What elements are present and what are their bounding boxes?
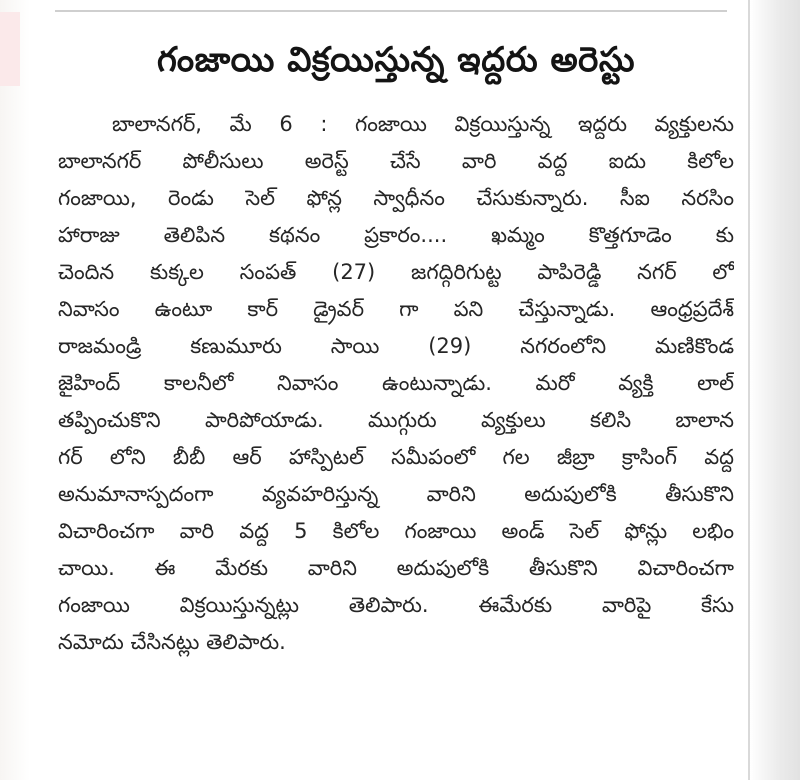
- body-line: బాలానగర్, మే 6 : గంజాయి విక్రయిస్తున్న ఇద్దరు వ్యక్తులను: [112, 112, 734, 136]
- neighbor-column-edge: [0, 12, 20, 86]
- body-line: జైహింద్ కాలనీలో నివాసం ఉంటున్నాడు. మరో వ్యక్తి లాల్: [58, 371, 734, 395]
- page-edge-right: [750, 0, 800, 780]
- top-rule: [55, 10, 727, 12]
- body-line: విచారించగా వారి వద్ద 5 కిలోల గంజాయి అండ్ సెల్ ఫోన్లు లభిం: [58, 519, 734, 543]
- body-line: చాయి. ఈ మేరకు వారిని అదుపులోకి తీసుకొని విచారించగా: [58, 556, 734, 580]
- body-line: రాజమండ్రి కణుమూరు సాయి (29) నగరంలోని మణికొండ: [58, 334, 734, 358]
- body-line: గంజాయి, రెండు సెల్ ఫోన్ల స్వాధీనం చేసుకున్నారు. సీఐ నరసిం: [58, 186, 734, 210]
- headline: గంజాయి విక్రయిస్తున్న ఇద్దరు అరెస్టు: [157, 40, 635, 80]
- page-shadow-left: [0, 0, 30, 780]
- body-line: చెందిన కుక్కల సంపత్ (27) జగద్గిరిగుట్ట పాపిరెడ్డి నగర్ లో: [58, 260, 734, 284]
- body-line: గర్ లోని బీబీ ఆర్ హాస్పిటల్ సమీపంలో గల జీబ్రా క్రాసింగ్ వద్ద: [58, 445, 734, 469]
- body-line: హారాజు తెలిపిన కథనం ప్రకారం.... ఖమ్మం కొత్తగూడెం కు: [58, 223, 734, 247]
- body-line: నమోదు చేసినట్లు తెలిపారు.: [58, 630, 286, 654]
- news-article: [58, 30, 734, 661]
- body-line: బాలానగర్ పోలీసులు అరెస్ట్ చేసే వారి వద్ద ఐదు కిలోల: [58, 149, 734, 173]
- body-line: గంజాయి విక్రయిస్తున్నట్లు తెలిపారు. ఈమేరకు వారిపై కేసు: [58, 593, 734, 617]
- body-line: తప్పించుకొని పారిపోయాడు. ముగ్గురు వ్యక్తులు కలిసి బాలాన: [58, 408, 734, 432]
- body-line: అనుమానాస్పదంగా వ్యవహరిస్తున్న వారిని అదుపులోకి తీసుకొని: [58, 482, 734, 506]
- article-body: [58, 106, 734, 661]
- body-line: నివాసం ఉంటూ కార్ డ్రైవర్ గా పని చేస్తున్నాడు. ఆంధ్రప్రదేశ్: [58, 297, 734, 321]
